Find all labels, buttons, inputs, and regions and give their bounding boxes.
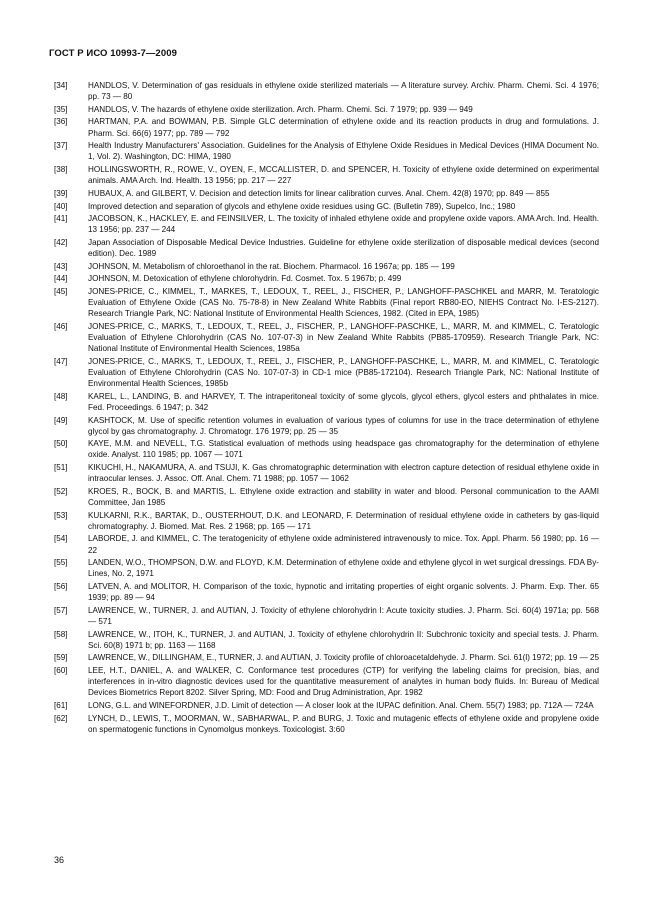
reference-item (54, 80, 599, 102)
reference-number: [38] (54, 165, 68, 175)
reference-item (54, 510, 599, 532)
reference-item (54, 104, 599, 115)
reference-item (54, 665, 599, 698)
reference-text: LYNCH, D., LEWIS, T., MOORMAN, W., SABHARWAL, P. and BURG, J. Toxic and mutagenic effects of ethylene oxide and propylene oxide on spermatogenic functions in Cynomolgus monkeys. Toxicologist. 3:60 (88, 713, 599, 734)
reference-text: JACOBSON, K., HACKLEY, E. and FEINSILVER, L. The toxicity of inhaled ethylene oxide and propylene oxide vapors. AMA Arch. Ind. Health. 13 1956; pp. 237 — 244 (88, 214, 599, 235)
reference-number: [35] (54, 104, 68, 114)
reference-text: KASHTOCK, M. Use of specific retention volumes in evaluation of various types of columns for use in the trace determination of ethylene glycol by gas chromatography. J. Chromatogr. 176 1979; pp. 25 — 35 (88, 415, 599, 436)
reference-number: [48] (54, 391, 68, 401)
reference-number: [43] (54, 261, 68, 271)
reference-item (54, 415, 599, 437)
reference-text: LATVEN, A. and MOLITOR, H. Comparison of the toxic, hypnotic and irritating properties of eight organic solvents. J. Pharm. Exp. Ther. 65 1939; pp. 89 — 94 (88, 582, 599, 603)
reference-item (54, 273, 599, 284)
reference-number: [49] (54, 415, 68, 425)
reference-item (54, 140, 599, 162)
reference-item (54, 261, 599, 272)
reference-item (54, 486, 599, 508)
reference-item (54, 581, 599, 603)
reference-item (54, 213, 599, 235)
reference-item (54, 321, 599, 354)
reference-text: JONES-PRICE, C., MARKS, T., LEDOUX, T., REEL, J., FISCHER, P., LANGHOFF-PASCHKE, L., MARR, M. and KIMMEL, C. Teratologic Evaluation of Ethylene Chlorohydrin (CAS No. 107-07-3) in CD-1 mice (PB85-172104). Research Triangle Park, NC: National Institute of Environmental Health Sciences, 1985b (88, 356, 599, 389)
reference-number: [50] (54, 439, 68, 449)
reference-text: HANDLOS, V. Determination of gas residuals in ethylene oxide sterilized materials — A literature survey. Archiv. Pharm. Chemi. Sci. 4 1976; pp. 73 — 80 (88, 81, 599, 102)
reference-text: LANDEN, W.O., THOMPSON, D.W. and FLOYD, K.M. Determination of ethylene oxide and ethylene glycol in wet surgical dressings. FDA By-Lines, No. 2, 1971 (88, 558, 599, 579)
reference-text: HANDLOS, V. The hazards of ethylene oxide sterilization. Arch. Pharm. Chemi. Sci. 7 1979; pp. 939 — 949 (88, 104, 473, 114)
reference-number: [53] (54, 510, 68, 520)
reference-item (54, 462, 599, 484)
reference-item (54, 652, 599, 663)
reference-number: [54] (54, 534, 68, 544)
reference-number: [62] (54, 713, 68, 723)
reference-number: [40] (54, 201, 68, 211)
page-header: ГОСТ Р ИСО 10993-7—2009 (49, 48, 177, 59)
reference-item (54, 356, 599, 389)
reference-number: [56] (54, 582, 68, 591)
reference-number: [55] (54, 558, 68, 568)
reference-item (54, 700, 599, 711)
reference-text: KAYE, M.M. and NEVELL, T.G. Statistical evaluation of methods using headspace gas chromatography for the determination of ethylene oxide. Analyst. 110 1985; pp. 1067 — 1071 (88, 439, 599, 460)
reference-item (54, 164, 599, 186)
reference-text: KROES, R., BOCK, B. and MARTIS, L. Ethylene oxide extraction and stability in water and blood. Personal communication to the AAMI Committee, Jan 1985 (88, 486, 599, 507)
reference-text: KAREL, L., LANDING, B. and HARVEY, T. The intraperitoneal toxicity of some glycols, glycol ethers, glycol esters and phthalates in mice. Fed. Proceedings. 6 1947; p. 342 (88, 391, 599, 412)
reference-text: Japan Association of Disposable Medical Device Industries. Guideline for ethylene oxide sterilization of disposable medical devices (second edition). Dec. 1989 (88, 237, 599, 259)
reference-item (54, 713, 599, 735)
reference-text: Health Industry Manufacturers' Association. Guidelines for the Analysis of Ethylene Oxide Residues in Medical Devices (HIMA Document No. 1, Vol. 2). Washington, DC: HIMA, 1980 (88, 141, 599, 162)
reference-text: HARTMAN, P.A. and BOWMAN, P.B. Simple GLC determination of ethylene oxide and its reaction products in drug and formulations. J. Pharm. Sci. 66(6) 1977; pp. 789 — 792 (88, 117, 599, 138)
reference-number: [60] (54, 666, 68, 676)
reference-text: LAWRENCE, W., TURNER, J. and AUTIAN, J. Toxicity of ethylene chlorohydrin I: Acute toxicity studies. J. Pharm. Sci. 60(4) 1971a; pp. 568 — 571 (88, 605, 599, 626)
page-number: 36 (54, 855, 65, 865)
reference-item (54, 116, 599, 138)
reference-number: [59] (54, 653, 68, 663)
reference-text: KIKUCHI, H., NAKAMURA, A. and TSUJI, K. Gas chromatographic determination with electron capture detection of residual ethylene oxide in intraocular lenses. J. Assoc. Off. Anal. Chem. 71 1988; pp. 1057 — 1062 (88, 463, 599, 484)
reference-number: [36] (54, 117, 68, 127)
reference-number: [41] (54, 214, 68, 224)
reference-text: LONG, G.L. and WINEFORDNER, J.D. Limit of detection — A closer look at the IUPAC definition. Anal. Chem. 55(7) 1983; pp. 712A — 724A (88, 700, 594, 710)
reference-list (54, 80, 599, 736)
reference-text: LAWRENCE, W., DILLINGHAM, E., TURNER, J. and AUTIAN, J. Toxicity profile of chloroacetaldehyde. J. Pharm. Sci. 61(l) 1972; pp. 19 — 25 (88, 653, 600, 663)
reference-text: LAWRENCE, W., ITOH, K., TURNER, J. and AUTIAN, J. Toxicity of ethylene chlorohydrin II: Subchronic toxicity and special tests. J. Pharm. Sci. 60(8) 1971 b; pp. 1163 — 1168 (88, 629, 599, 650)
reference-number: [58] (54, 629, 68, 639)
reference-text: KULKARNI, R.K., BARTAK, D., OUSTERHOUT, D.K. and LEONARD, F. Determination of residual ethylene oxide in catheters by gas-liquid chromatography. J. Biomed. Mat. Res. 2 1968; pp. 165 — 171 (88, 510, 599, 531)
reference-item (54, 237, 599, 259)
reference-text: JOHNSON, M. Metabolism of chloroethanol in the rat. Biochem. Pharmacol. 16 1967a; pp. 185 — 199 (88, 261, 455, 271)
reference-text: LABORDE, J. and KIMMEL, C. The teratogenicity of ethylene oxide administered intravenously to mice. Tox. Appl. Pharm. 56 1980; pp. 16 — 22 (88, 534, 599, 555)
reference-number: [42] (54, 237, 68, 247)
reference-number: [52] (54, 486, 68, 496)
reference-number: [61] (54, 700, 68, 710)
reference-item (54, 286, 599, 319)
reference-text: JONES-PRICE, C., KIMMEL, T., MARKES, T., LEDOUX, T., REEL, J., FISCHER, P., LANGHOFF-PASCHKEL and MARR, M. Teratologic Evaluation of Ethylene Oxide (CAS No. 75-78-8) in New Zealand White Rabbits (Final report RB80-EO, NIEHS Contract No. I-ES-2127). Research Triangle Park, NC: National Institute of Environmental Health Sciences, 1982. (Cited in EPA, 1985) (88, 287, 599, 319)
reference-item (54, 605, 599, 627)
reference-number: [39] (54, 188, 68, 198)
reference-number: [37] (54, 141, 68, 151)
reference-text: Improved detection and separation of glycols and ethylene oxide residues using GC. (Bulletin 789), Supelco, Inc.; 1980 (88, 201, 516, 211)
reference-item (54, 201, 599, 212)
reference-item (54, 557, 599, 579)
reference-text: HUBAUX, A. and GILBERT, V. Decision and detection limits for linear calibration curves. Anal. Chem. 42(8) 1970; pp. 849 — 855 (88, 188, 550, 198)
reference-text: HOLLINGSWORTH, R., ROWE, V., OYEN, F., MCCALLISTER, D. and SPENCER, H. Toxicity of ethylene oxide determined on experimental animals. AMA Arch. Ind. Health. 13 1956; pp. 217 — 227 (88, 165, 599, 186)
reference-item (54, 391, 599, 413)
reference-text: JONES-PRICE, C., MARKS, T., LEDOUX, T., REEL, J., FISCHER, P., LANGHOFF-PASCHKE, L., MARR, M. and KIMMEL, C. Teratologic Evaluation of Ethylene Chlorohydrin (CAS No. 107-07-3) in New Zealand White Rabbits (PB85-170959). Research Triangle Park, NC: National Institute of Environmental Health Sciences, 1985a (88, 322, 599, 354)
reference-number: [57] (54, 605, 68, 615)
reference-text: LEE, H.T., DANIEL, A. and WALKER, C. Conformance test procedures (CTP) for verifying the labeling claims for precision, bias, and interferences in in-vitro diagnostic devices used for the quantitative measurement of analytes in human body fluids. In: Bureau of Medical Devices Biometrics Report 8202. Silver Spring, MD: Food and Drug Administration, Apr. 1982 (88, 666, 599, 698)
reference-number: [45] (54, 287, 68, 297)
reference-number: [44] (54, 274, 68, 284)
reference-number: [51] (54, 463, 68, 473)
reference-number: [46] (54, 322, 68, 331)
reference-item (54, 533, 599, 555)
reference-text: JOHNSON, M. Detoxication of ethylene chlorohydrin. Fd. Cosmet. Tox. 5 1967b; p. 499 (88, 274, 402, 284)
reference-number: [34] (54, 81, 68, 90)
reference-item (54, 629, 599, 651)
reference-number: [47] (54, 356, 68, 366)
reference-item (54, 188, 599, 199)
reference-item (54, 438, 599, 460)
